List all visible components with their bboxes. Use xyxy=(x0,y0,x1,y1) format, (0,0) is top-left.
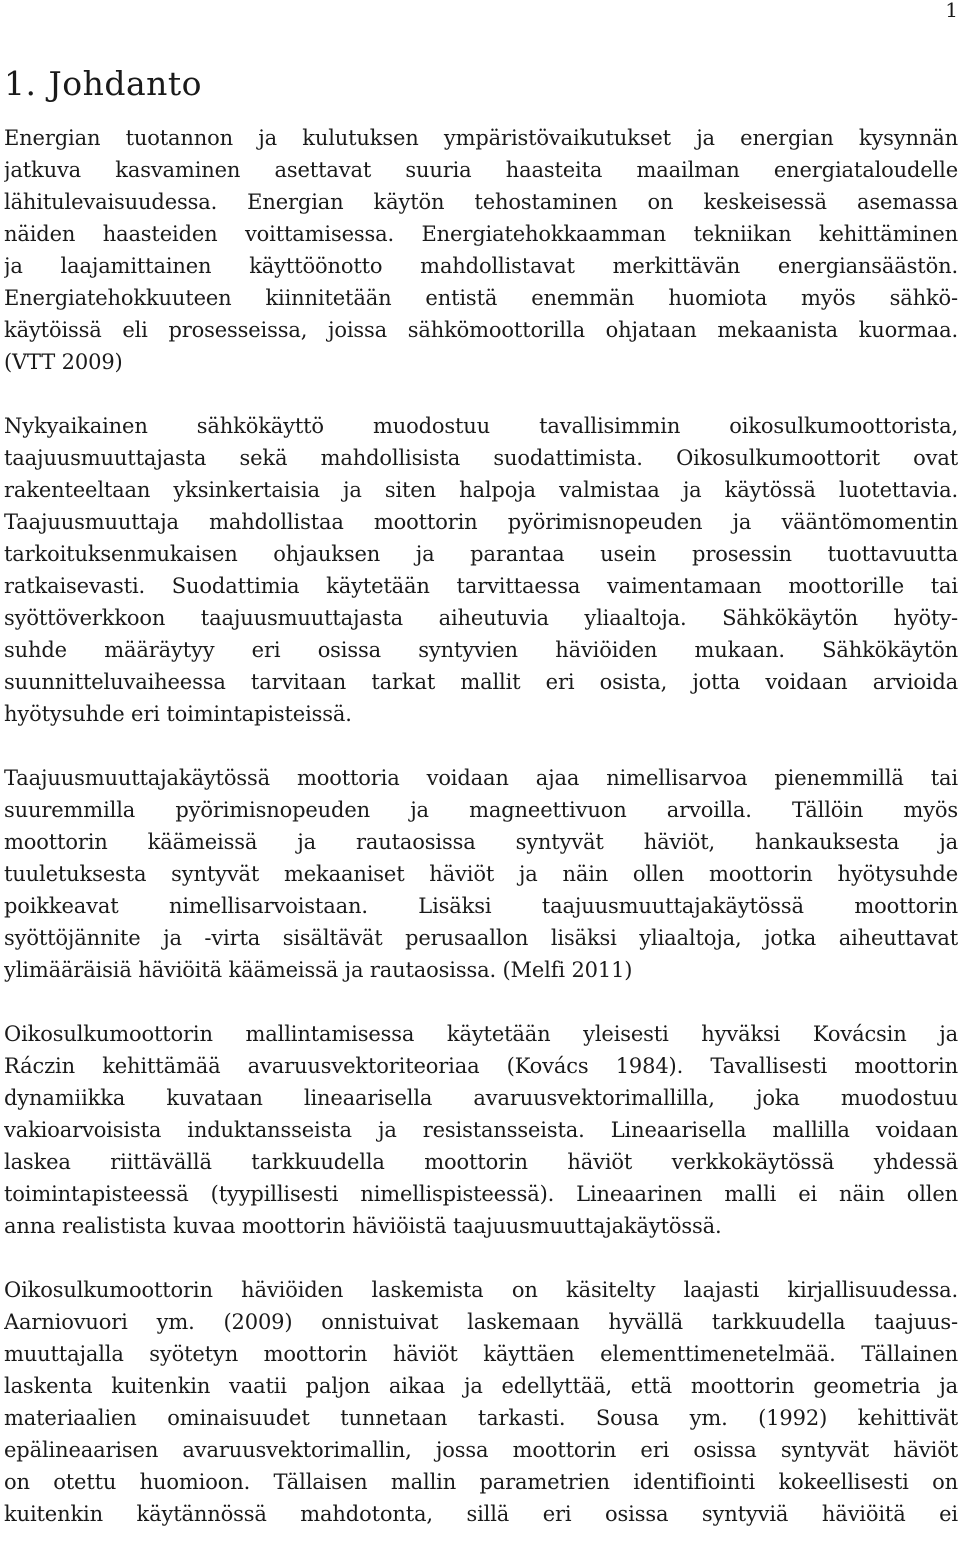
text-line: hyötysuhde eri toimintapisteissä. xyxy=(4,702,352,726)
paragraph xyxy=(4,1274,958,1530)
text-line: Oikosulkumoottorin mallintamisessa käytetään yleisesti hyväksi Kovácsin ja xyxy=(4,1022,958,1046)
text-line: näiden haasteiden voittamisessa. Energiatehokkaamman tekniikan kehittäminen xyxy=(4,222,958,246)
text-line: kuitenkin käytännössä mahdotonta, sillä eri osissa syntyviä häviöitä ei xyxy=(4,1502,958,1526)
text-line: epälineaarisen avaruusvektorimallin, jossa moottorin eri osissa syntyvät häviöt xyxy=(4,1438,958,1462)
section-heading xyxy=(4,64,202,104)
section-number: 1. xyxy=(4,64,37,103)
text-line: poikkeavat nimellisarvoistaan. Lisäksi taajuusmuuttajakäytössä moottorin xyxy=(4,894,958,918)
text-line: Ráczin kehittämää avaruusvektoriteoriaa (Kovács 1984). Tavallisesti moottorin xyxy=(4,1054,958,1078)
paragraph xyxy=(4,762,958,986)
text-line: (VTT 2009) xyxy=(4,350,123,374)
paragraph xyxy=(4,410,958,730)
text-line: syöttöjännite ja -virta sisältävät perusaallon lisäksi yliaaltoja, jotka aiheuttavat xyxy=(4,926,958,950)
text-line: Nykyaikainen sähkökäyttö muodostuu tavallisimmin oikosulkumoottorista, xyxy=(4,414,958,438)
text-line: toimintapisteessä (tyypillisesti nimellispisteessä). Lineaarinen malli ei näin ollen xyxy=(4,1182,958,1206)
text-line: Taajuusmuuttaja mahdollistaa moottorin pyörimisnopeuden ja vääntömomentin xyxy=(4,510,958,534)
text-line: tarkoituksenmukaisen ohjauksen ja parantaa usein prosessin tuottavuutta xyxy=(4,542,958,566)
text-line: vakioarvoisista induktansseista ja resistansseista. Lineaarisella mallilla voidaan xyxy=(4,1118,958,1142)
text-line: moottorin käämeissä ja rautaosissa syntyvät häviöt, hankauksesta ja xyxy=(4,830,958,854)
paragraph xyxy=(4,1018,958,1242)
text-line: suuremmilla pyörimisnopeuden ja magneettivuon arvoilla. Tällöin myös xyxy=(4,798,958,822)
text-line: suhde määräytyy eri osissa syntyvien häviöiden mukaan. Sähkökäytön xyxy=(4,638,958,662)
text-line: anna realistista kuvaa moottorin häviöistä taajuusmuuttajakäytössä. xyxy=(4,1214,722,1238)
text-line: laskenta kuitenkin vaatii paljon aikaa ja edellyttää, että moottorin geometria ja xyxy=(4,1374,958,1398)
text-line: jatkuva kasvaminen asettavat suuria haasteita maailman energiataloudelle xyxy=(4,158,958,182)
section-title: Johdanto xyxy=(48,64,203,103)
body-text xyxy=(4,122,958,1562)
text-line: käytöissä eli prosesseissa, joissa sähkömoottorilla ohjataan mekaanista kuormaa. xyxy=(4,318,958,342)
text-line: muuttajalla syötetyn moottorin häviöt käyttäen elementtimenetelmää. Tällainen xyxy=(4,1342,958,1366)
text-line: dynamiikka kuvataan lineaarisella avaruusvektorimallilla, joka muodostuu xyxy=(4,1086,958,1110)
page-number: 1 xyxy=(945,0,958,22)
text-line: rakenteeltaan yksinkertaisia ja siten halpoja valmistaa ja käytössä luotettavia. xyxy=(4,478,958,502)
text-line: ratkaisevasti. Suodattimia käytetään tarvittaessa vaimentamaan moottorille tai xyxy=(4,574,958,598)
text-line: ja laajamittainen käyttöönotto mahdollistavat merkittävän energiansäästön. xyxy=(4,254,958,278)
text-line: suunnitteluvaiheessa tarvitaan tarkat mallit eri osista, jotta voidaan arvioida xyxy=(4,670,958,694)
paragraph xyxy=(4,122,958,378)
text-line: syöttöverkkoon taajuusmuuttajasta aiheutuvia yliaaltoja. Sähkökäytön hyöty- xyxy=(4,606,958,630)
text-line: Energian tuotannon ja kulutuksen ympäristövaikutukset ja energian kysynnän xyxy=(4,126,958,150)
text-line: Energiatehokkuuteen kiinnitetään entistä enemmän huomiota myös sähkö- xyxy=(4,286,958,310)
text-line: Oikosulkumoottorin häviöiden laskemista on käsitelty laajasti kirjallisuudessa. xyxy=(4,1278,958,1302)
text-line: Aarniovuori ym. (2009) onnistuivat laskemaan hyvällä tarkkuudella taajuus- xyxy=(4,1310,958,1334)
text-line: taajuusmuuttajasta sekä mahdollisista suodattimista. Oikosulkumoottorit ovat xyxy=(4,446,958,470)
text-line: materiaalien ominaisuudet tunnetaan tarkasti. Sousa ym. (1992) kehittivät xyxy=(4,1406,958,1430)
text-line: lähitulevaisuudessa. Energian käytön tehostaminen on keskeisessä asemassa xyxy=(4,190,958,214)
text-line: tuuletuksesta syntyvät mekaaniset häviöt ja näin ollen moottorin hyötysuhde xyxy=(4,862,958,886)
text-line: ylimääräisiä häviöitä käämeissä ja rautaosissa. (Melfi 2011) xyxy=(4,958,633,982)
text-line: on otettu huomioon. Tällaisen mallin parametrien identifiointi kokeellisesti on xyxy=(4,1470,958,1494)
text-line: Taajuusmuuttajakäytössä moottoria voidaan ajaa nimellisarvoa pienemmillä tai xyxy=(4,766,958,790)
text-line: laskea riittävällä tarkkuudella moottorin häviöt verkkokäytössä yhdessä xyxy=(4,1150,958,1174)
